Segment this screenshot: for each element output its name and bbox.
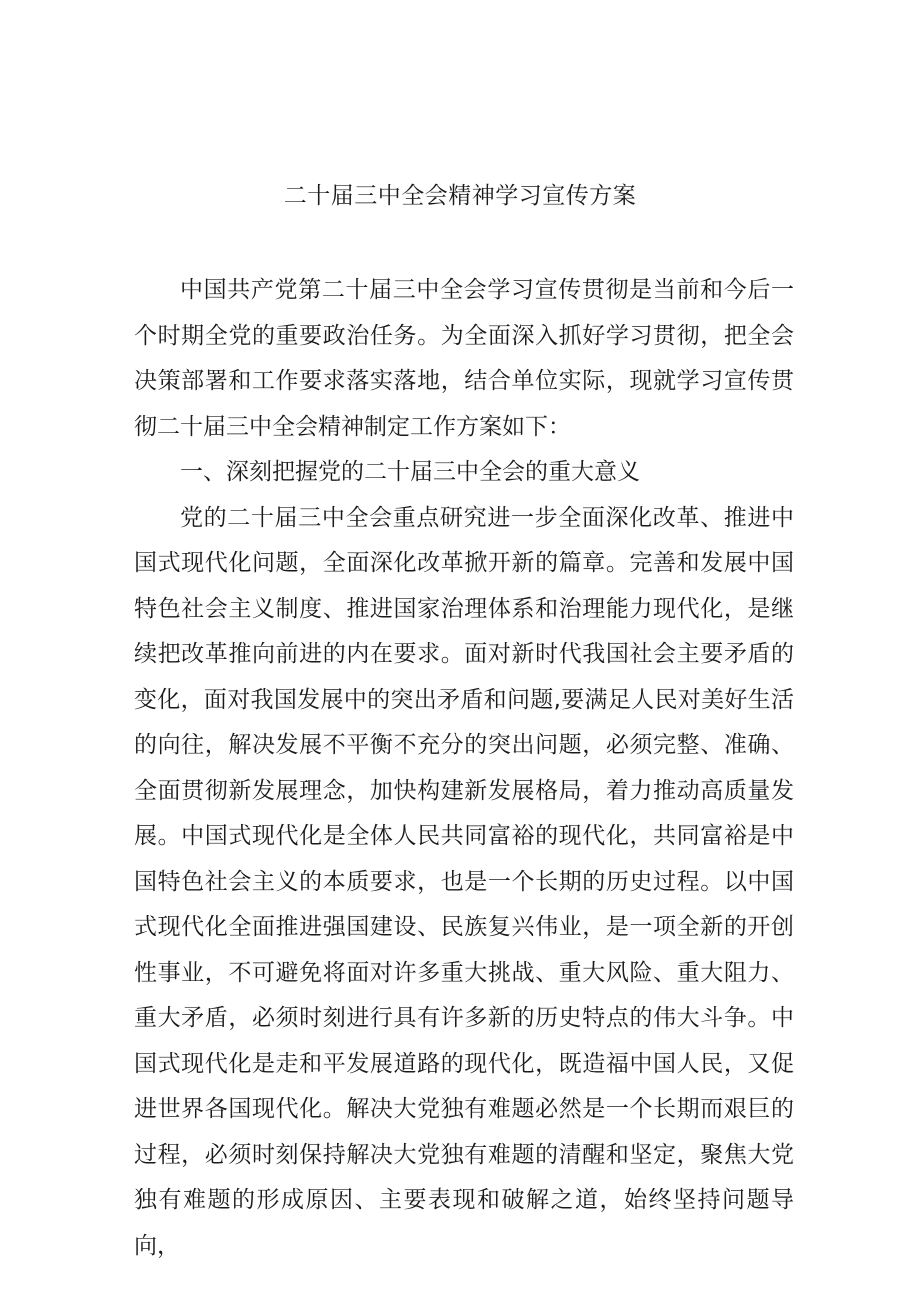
section-heading-1: 一、深刻把握党的二十届三中全会的重大意义 bbox=[180, 459, 640, 485]
document-body bbox=[134, 268, 794, 1269]
intro-paragraph: 中国共产党第二十届三中全会学习宣传贯彻是当前和今后一个时期全党的重要政治任务。为全面深入抓好学习贯彻，把全会决策部署和工作要求落实落地，结合单位实际，现就学习宣传贯彻二十届三中全会精神制定工作方案如下： bbox=[134, 277, 794, 440]
document-title: 二十届三中全会精神学习宣传方案 bbox=[283, 183, 637, 209]
section-1-paragraph: 党的二十届三中全会重点研究进一步全面深化改革、推进中国式现代化问题，全面深化改革掀开新的篇章。完善和发展中国特色社会主义制度、推进国家治理体系和治理能力现代化，是继续把改革推向前进的内在要求。面对新时代我国社会主要矛盾的变化，面对我国发展中的突出矛盾和问题,要满足人民对美好生活的向往，解决发展不平衡不充分的突出问题，必须完整、准确、全面贯彻新发展理念，加快构建新发展格局，着力推动高质量发展。中国式现代化是全体人民共同富裕的现代化，共同富裕是中国特色社会主义的本质要求，也是一个长期的历史过程。以中国式现代化全面推进强国建设、民族复兴伟业，是一项全新的开创性事业，不可避免将面对许多重大挑战、重大风险、重大阻力、重大矛盾，必须时刻进行具有许多新的历史特点的伟大斗争。中国式现代化是走和平发展道路的现代化，既造福中国人民，又促进世界各国现代化。解决大党独有难题必然是一个长期而艰巨的过程，必须时刻保持解决大党独有难题的清醒和坚定，聚焦大党独有难题的形成原因、主要表现和破解之道，始终坚持问题导向， bbox=[134, 504, 794, 1259]
